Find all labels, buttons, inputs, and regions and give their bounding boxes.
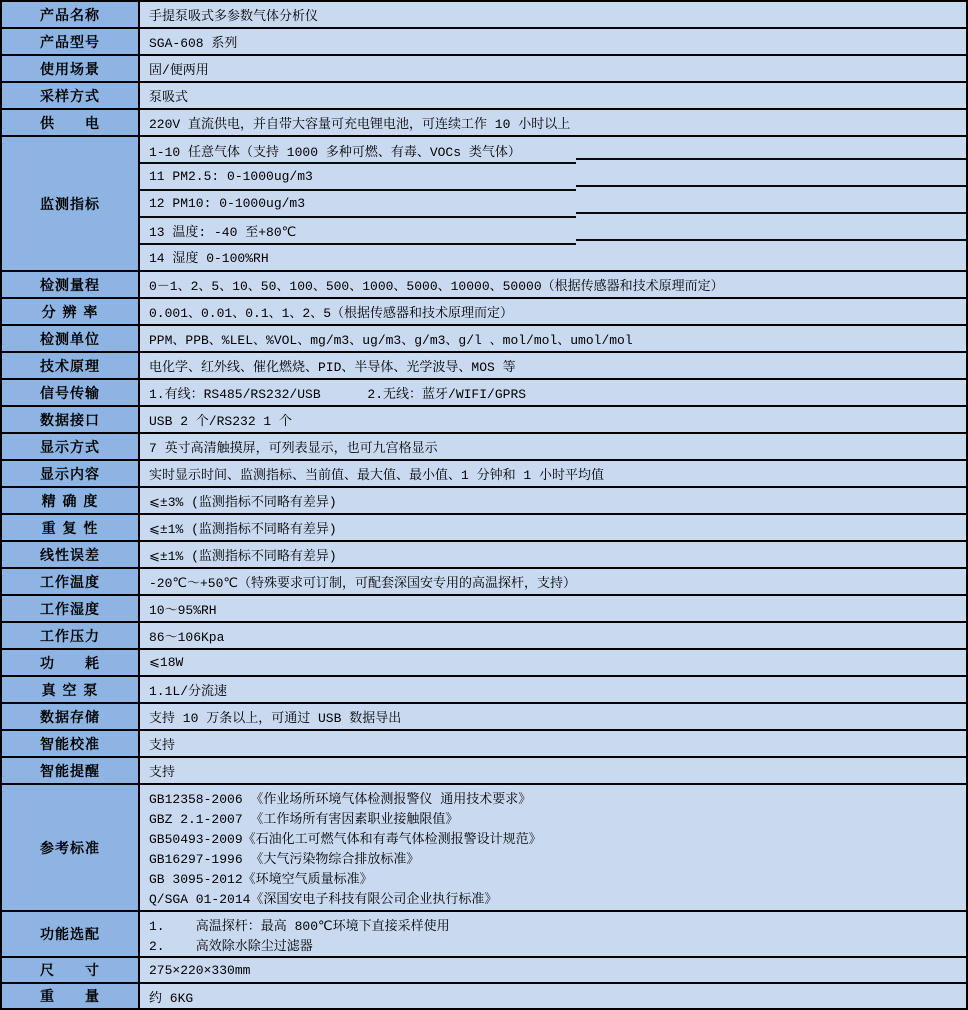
spec-value-linearity-error: ⩽±1% (监测指标不同略有差异) bbox=[140, 542, 966, 567]
spec-row-power-consumption bbox=[2, 650, 966, 677]
value-line: Q/SGA 01-2014《深国安电子科技有限公司企业执行标准》 bbox=[149, 892, 498, 908]
spec-row-vacuum-pump bbox=[2, 677, 966, 704]
spec-label-display-mode: 显示方式 bbox=[2, 434, 140, 459]
value-line: GB12358-2006 《作业场所环境气体检测报警仪 通用技术要求》 bbox=[149, 791, 532, 807]
spec-row-resolution bbox=[2, 299, 966, 326]
spec-value-weight: 约 6KG bbox=[140, 984, 966, 1008]
spec-row-display-content bbox=[2, 461, 966, 488]
sub-row-divider-right bbox=[576, 158, 966, 160]
value-line: 1. 高温探杆：最高 800℃环境下直接采样使用 bbox=[149, 918, 450, 934]
spec-value-product-name: 手提泵吸式多参数气体分析仪 bbox=[140, 2, 966, 27]
sub-row-divider-right bbox=[576, 185, 966, 187]
spec-label-reference: 参考标准 bbox=[2, 785, 140, 910]
spec-value-working-pressure: 86～106Kpa bbox=[140, 623, 966, 648]
spec-label-detection-unit: 检测单位 bbox=[2, 326, 140, 351]
spec-row-optional bbox=[2, 912, 966, 958]
spec-value-power-consumption: ⩽18W bbox=[140, 650, 966, 675]
sub-row-divider-left bbox=[140, 216, 576, 218]
spec-row-working-pressure bbox=[2, 623, 966, 650]
spec-value-display-mode: 7 英寸高清触摸屏，可列表显示，也可九宫格显示 bbox=[140, 434, 966, 459]
spec-row-linearity-error bbox=[2, 542, 966, 569]
spec-value-data-interface: USB 2 个/RS232 1 个 bbox=[140, 407, 966, 432]
spec-label-resolution: 分 辨 率 bbox=[2, 299, 140, 324]
spec-label-power-consumption: 功 耗 bbox=[2, 650, 140, 675]
spec-value-sampling-method: 泵吸式 bbox=[140, 83, 966, 108]
value-line: GB 3095-2012《环境空气质量标准》 bbox=[149, 872, 373, 888]
spec-label-weight: 重 量 bbox=[2, 984, 140, 1008]
spec-value-technology: 电化学、红外线、催化燃烧、PID、半导体、光学波导、MOS 等 bbox=[140, 353, 966, 378]
spec-row-technology bbox=[2, 353, 966, 380]
spec-label-accuracy: 精 确 度 bbox=[2, 488, 140, 513]
spec-value-repeatability: ⩽±1% (监测指标不同略有差异) bbox=[140, 515, 966, 540]
spec-value-smart-calibration: 支持 bbox=[140, 731, 966, 756]
sub-row-line: 11 PM2.5: 0-1000ug/m3 bbox=[149, 169, 313, 185]
spec-row-accuracy bbox=[2, 488, 966, 515]
sub-row-divider-right bbox=[576, 239, 966, 241]
spec-label-smart-calibration: 智能校准 bbox=[2, 731, 140, 756]
spec-label-working-temperature: 工作温度 bbox=[2, 569, 140, 594]
spec-label-sampling-method: 采样方式 bbox=[2, 83, 140, 108]
spec-value-signal-transmission: 1.有线：RS485/RS232/USB 2.无线：蓝牙/WIFI/GPRS bbox=[140, 380, 966, 405]
spec-label-linearity-error: 线性误差 bbox=[2, 542, 140, 567]
spec-row-data-interface bbox=[2, 407, 966, 434]
sub-row-line: 13 温度: -40 至+80℃ bbox=[149, 224, 297, 240]
spec-row-usage-scene bbox=[2, 56, 966, 83]
spec-value-accuracy: ⩽±3% (监测指标不同略有差异) bbox=[140, 488, 966, 513]
spec-value-detection-range: 0－1、2、5、10、50、100、500、1000、5000、10000、50000（根据传感器和技术原理而定） bbox=[140, 272, 966, 297]
spec-value-detection-unit: PPM、PPB、%LEL、%VOL、mg/m3、ug/m3、g/m3、g/l 、mol/mol、umol/mol bbox=[140, 326, 966, 351]
spec-row-size bbox=[2, 958, 966, 984]
spec-row-signal-transmission bbox=[2, 380, 966, 407]
spec-row-power-supply bbox=[2, 110, 966, 137]
spec-row-product-name bbox=[2, 2, 966, 29]
spec-label-signal-transmission: 信号传输 bbox=[2, 380, 140, 405]
spec-label-display-content: 显示内容 bbox=[2, 461, 140, 486]
spec-value-usage-scene: 固/便两用 bbox=[140, 56, 966, 81]
spec-value-resolution: 0.001、0.01、0.1、1、2、5（根据传感器和技术原理而定） bbox=[140, 299, 966, 324]
spec-label-size: 尺 寸 bbox=[2, 958, 140, 982]
spec-value-monitoring bbox=[140, 137, 966, 270]
spec-label-monitoring: 监测指标 bbox=[2, 137, 140, 270]
spec-row-sampling-method bbox=[2, 83, 966, 110]
spec-value-display-content: 实时显示时间、监测指标、当前值、最大值、最小值、1 分钟和 1 小时平均值 bbox=[140, 461, 966, 486]
spec-value-working-temperature: -20℃～+50℃（特殊要求可订制，可配套深国安专用的高温探杆，支持） bbox=[140, 569, 966, 594]
spec-row-monitoring bbox=[2, 137, 966, 272]
sub-row-line: 14 湿度 0-100%RH bbox=[149, 251, 269, 267]
spec-label-working-humidity: 工作湿度 bbox=[2, 596, 140, 621]
value-line: GB50493-2009《石油化工可燃气体和有毒气体检测报警设计规范》 bbox=[149, 831, 542, 847]
sub-row-line: 1-10 任意气体（支持 1000 多种可燃、有毒、VOCs 类气体） bbox=[149, 144, 521, 160]
spec-label-data-storage: 数据存储 bbox=[2, 704, 140, 729]
spec-label-power-supply: 供 电 bbox=[2, 110, 140, 135]
spec-row-display-mode bbox=[2, 434, 966, 461]
spec-value-product-model: SGA-608 系列 bbox=[140, 29, 966, 54]
spec-row-smart-reminder bbox=[2, 758, 966, 785]
spec-label-smart-reminder: 智能提醒 bbox=[2, 758, 140, 783]
sub-row-divider-left bbox=[140, 243, 576, 245]
spec-value-power-supply: 220V 直流供电，并自带大容量可充电锂电池，可连续工作 10 小时以上 bbox=[140, 110, 966, 135]
sub-row-divider-left bbox=[140, 162, 576, 164]
sub-row-divider-right bbox=[576, 212, 966, 214]
spec-value-optional bbox=[140, 912, 966, 956]
sub-row-divider-left bbox=[140, 189, 576, 191]
spec-label-usage-scene: 使用场景 bbox=[2, 56, 140, 81]
spec-value-smart-reminder: 支持 bbox=[140, 758, 966, 783]
spec-row-data-storage bbox=[2, 704, 966, 731]
spec-label-optional: 功能选配 bbox=[2, 912, 140, 956]
spec-row-repeatability bbox=[2, 515, 966, 542]
spec-row-working-humidity bbox=[2, 596, 966, 623]
spec-label-detection-range: 检测量程 bbox=[2, 272, 140, 297]
spec-label-data-interface: 数据接口 bbox=[2, 407, 140, 432]
spec-value-working-humidity: 10～95%RH bbox=[140, 596, 966, 621]
spec-row-detection-range bbox=[2, 272, 966, 299]
spec-row-working-temperature bbox=[2, 569, 966, 596]
spec-row-detection-unit bbox=[2, 326, 966, 353]
spec-row-weight bbox=[2, 984, 966, 1008]
spec-label-product-name: 产品名称 bbox=[2, 2, 140, 27]
spec-value-reference bbox=[140, 785, 966, 910]
value-line: 2. 高效除水除尘过滤器 bbox=[149, 938, 313, 954]
spec-label-repeatability: 重 复 性 bbox=[2, 515, 140, 540]
spec-value-data-storage: 支持 10 万条以上，可通过 USB 数据导出 bbox=[140, 704, 966, 729]
spec-row-smart-calibration bbox=[2, 731, 966, 758]
spec-row-reference bbox=[2, 785, 966, 912]
value-line: GBZ 2.1-2007 《工作场所有害因素职业接触限值》 bbox=[149, 811, 459, 827]
value-line: GB16297-1996 《大气污染物综合排放标准》 bbox=[149, 852, 420, 868]
sub-row-line: 12 PM10: 0-1000ug/m3 bbox=[149, 195, 306, 211]
spec-label-technology: 技术原理 bbox=[2, 353, 140, 378]
spec-label-vacuum-pump: 真 空 泵 bbox=[2, 677, 140, 702]
spec-row-product-model bbox=[2, 29, 966, 56]
spec-value-size: 275×220×330mm bbox=[140, 958, 966, 982]
spec-label-working-pressure: 工作压力 bbox=[2, 623, 140, 648]
spec-label-product-model: 产品型号 bbox=[2, 29, 140, 54]
spec-value-vacuum-pump: 1.1L/分流速 bbox=[140, 677, 966, 702]
